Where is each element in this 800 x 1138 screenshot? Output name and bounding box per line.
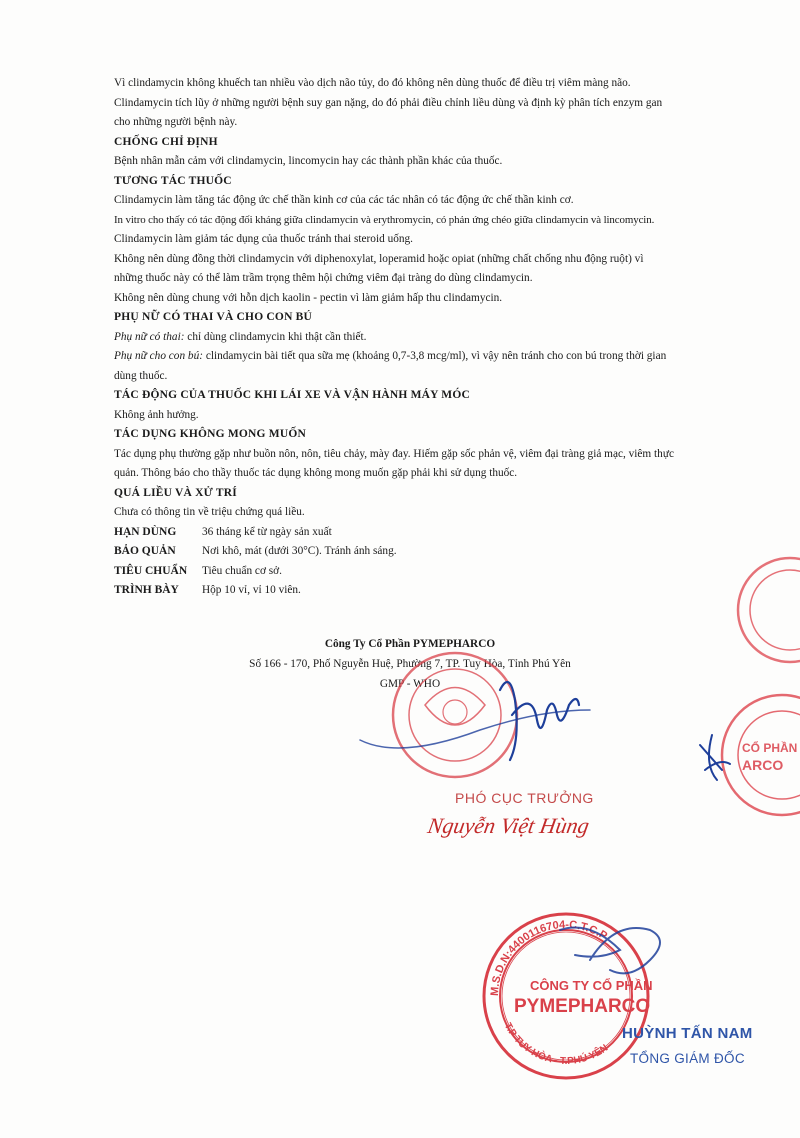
director-title: TỔNG GIÁM ĐỐC	[630, 1051, 745, 1066]
government-seal	[393, 653, 517, 777]
company-seal	[484, 914, 653, 1078]
interactions-line: Clindamycin làm tăng tác động ức chế thần kinh cơ của các tác nhân có tác động ức chế thần kinh cơ.	[114, 194, 574, 206]
spec-value: Tiêu chuẩn cơ sở.	[202, 564, 282, 577]
section-heading-interactions: TƯƠNG TÁC THUỐC	[114, 174, 232, 187]
adverse-line: Tác dụng phụ thường gặp như buồn nôn, nôn, tiêu chảy, mày đay. Hiếm gặp sốc phản vệ, viêm đại tràng giả mạc, viêm thực	[114, 447, 674, 460]
section-heading-contraindications: CHỐNG CHỈ ĐỊNH	[114, 135, 218, 148]
interactions-line: Không nên dùng chung với hỗn dịch kaolin - pectin vì làm giảm hấp thu clindamycin.	[114, 291, 503, 304]
spec-label: HẠN DÙNG	[114, 525, 177, 538]
partial-company-seal-middle	[722, 695, 800, 815]
interactions-line: những thuốc này có thể làm trầm trọng thêm hội chứng viêm đại tràng do dùng clindamycin.	[114, 272, 533, 284]
seal-ring-label: M.S.D.N:4400116704-C.T.C.P	[488, 918, 610, 997]
spec-label: TIÊU CHUẨN	[114, 564, 188, 577]
company-certification: GMP - WHO	[379, 678, 441, 690]
section-heading-driving: TÁC ĐỘNG CỦA THUỐC KHI LÁI XE VÀ VẬN HÀNH MÁY MÓC	[114, 389, 470, 401]
director-name: HUỲNH TẤN NAM	[622, 1025, 753, 1042]
body-line: cho những người bệnh này.	[114, 116, 238, 128]
official-title: PHÓ CỤC TRƯỞNG	[455, 790, 594, 806]
company-address: Số 166 - 170, Phố Nguyễn Huệ, Phường 7, TP. Tuy Hòa, Tỉnh Phú Yên	[249, 658, 571, 670]
partial-company-seal-upper	[738, 558, 800, 662]
seal-brand-label: PYMEPHARCO	[514, 996, 651, 1017]
overdose-text: Chưa có thông tin về triệu chứng quá liều.	[114, 506, 305, 518]
director-signature	[560, 928, 660, 974]
svg-text:T.P TUY HÒA - T.PHÚ YÊN	[502, 1021, 611, 1067]
spec-value: 36 tháng kể từ ngày sản xuất	[202, 525, 332, 538]
spec-label: TRÌNH BÀY	[114, 584, 179, 596]
spec-value: Hộp 10 vỉ, vỉ 10 viên.	[202, 584, 301, 596]
contraindications-text: Bệnh nhân mẫn cảm với clindamycin, lincomycin hay các thành phần khác của thuốc.	[114, 155, 503, 167]
spec-value: Nơi khô, mát (dưới 30°C). Tránh ánh sáng.	[202, 545, 397, 557]
seal-partial-brand: ARCO	[742, 757, 784, 773]
seal-partial-company: CỔ PHẦN	[742, 741, 798, 755]
body-line: Vì clindamycin không khuếch tan nhiều vào dịch não tủy, do đó không nên dùng thuốc để điều trị viêm màng não.	[114, 77, 631, 89]
interactions-line: Không nên dùng đồng thời clindamycin với diphenoxylat, loperamid hoặc opiat (những chất chống nhu động ruột) vì	[114, 252, 644, 265]
official-name: Nguyễn Việt Hùng	[425, 813, 592, 838]
lactation-line-cont: dùng thuốc.	[114, 369, 168, 382]
driving-text: Không ảnh hưởng.	[114, 408, 199, 421]
interactions-line: Clindamycin làm giảm tác dụng của thuốc tránh thai steroid uống.	[114, 233, 413, 245]
pregnancy-text: chỉ dùng clindamycin khi thật cần thiết.	[184, 330, 367, 343]
pregnancy-label: Phụ nữ có thai:	[114, 330, 185, 343]
body-line: Clindamycin tích lũy ở những người bệnh suy gan nặng, do đó phải điều chỉnh liều dùng và định kỳ phân tích enzym gan	[114, 96, 663, 109]
lactation-text: clindamycin bài tiết qua sữa mẹ (khoảng 0,7-3,8 mcg/ml), vì vậy nên tránh cho con bú trong thời gian	[203, 350, 667, 362]
seal-city-label: T.P TUY HÒA - T.PHÚ YÊN	[501, 1021, 611, 1068]
section-heading-overdose: QUÁ LIỀU VÀ XỬ TRÍ	[114, 486, 237, 499]
lactation-label: Phụ nữ cho con bú:	[114, 350, 203, 362]
section-heading-pregnancy: PHỤ NỮ CÓ THAI VÀ CHO CON BÚ	[114, 311, 313, 323]
spec-label: BẢO QUẢN	[114, 545, 176, 557]
interactions-line: In vitro cho thấy có tác động đối kháng giữa clindamycin và erythromycin, có phản ứng chéo giữa clindamycin và lincomycin.	[114, 213, 655, 226]
adverse-line: quản. Thông báo cho thầy thuốc tác dụng không mong muốn gặp phải khi sử dụng thuốc.	[114, 467, 518, 479]
seal-company-label: CÔNG TY CỔ PHẦN	[530, 978, 653, 993]
company-name: Công Ty Cổ Phần PYMEPHARCO	[324, 638, 496, 650]
section-heading-adverse: TÁC DỤNG KHÔNG MONG MUỐN	[114, 428, 306, 440]
